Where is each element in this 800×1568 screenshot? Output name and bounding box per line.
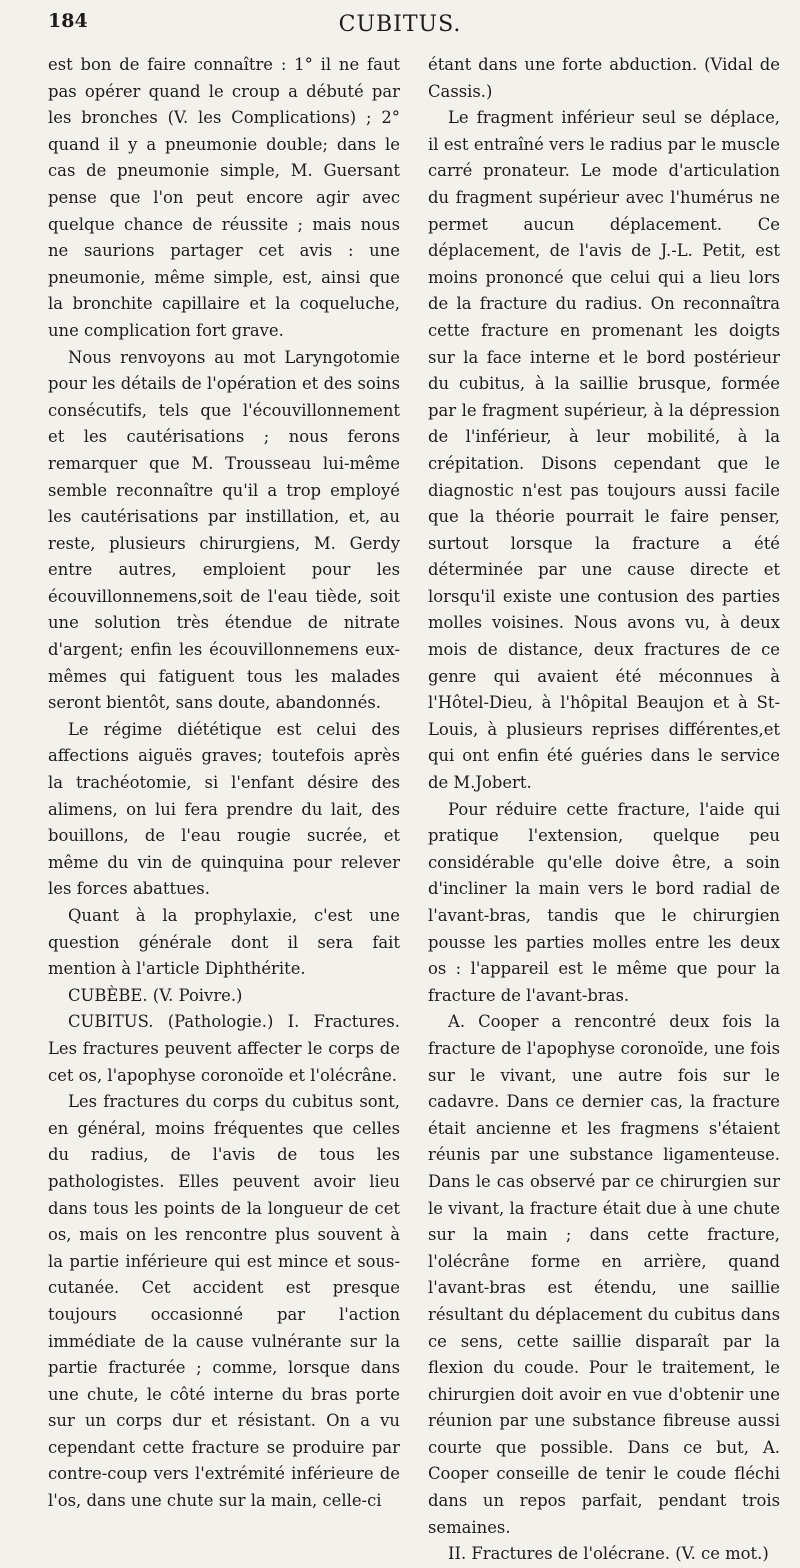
paragraph: Pour réduire cette fracture, l'aide qui pratique l'extension, quelque peu considérable qu'elle doive être, a soin d'incliner la main vers le bord radial de l'avant-bras, tandis que le chirurgien pousse les parties molles entre les deux os : l'appareil est le même que pour la fracture de l'avant-bras. — [428, 799, 780, 1005]
paragraph: est bon de faire connaître : 1° il ne faut pas opérer quand le croup a débuté par les bronches (V. les Complications) ; 2° quand il y a pneumonie double; dans le cas de pneumonie simple, M. Guersant pense que l'on peut encore agir avec quelque chance de réussite ; mais nous ne saurions partager cet avis : une pneumonie, même simple, est, ainsi que la bronchite capillaire et la coqueluche, une complication fort grave. — [48, 55, 400, 340]
section-heading: II. Fractures de l'olécrane. (V. ce mot.) — [448, 1544, 769, 1564]
paragraph: Nous renvoyons au mot Laryngotomie pour les détails de l'opération et des soins consécutifs, tels que l'écouvillonnement et les cautérisations ; nous ferons remarquer que M. Trousseau lui-même semble reconnaître qu'il a trop employé les cautérisations par instillation, et, au reste, plusieurs chirurgiens, M. Gerdy entre autres, emploient pour les écouvillonnemens,soit de l'eau tiède, soit une solution très étendue de nitrate d'argent; enfin les écouvillonnemens eux-mêmes qui fatiguent tous les malades seront bientôt, sans doute, abandonnés. — [48, 347, 400, 713]
page-number: 184 — [48, 10, 88, 32]
paragraph: Le régime diététique est celui des affections aiguës graves; toutefois après la trachéotomie, si l'enfant désire des alimens, on lui fera prendre du lait, des bouillons, de l'eau rougie sucrée, et même du vin de quinquina pour relever les forces abattues. — [48, 719, 400, 899]
paragraph: Les fractures du corps du cubitus sont, en général, moins fréquentes que celles du radius, de l'avis de tous les pathologistes. Elles peuvent avoir lieu dans tous les points de la longueur de cet os, mais on les rencontre plus souvent à la partie inférieure qui est mince et sous-cutanée. Cet accident est presque toujours occasionné par l'action immédiate de la cause vulnérante sur la partie fracturée ; comme, lorsque dans une chute, le côté interne du bras porte sur un corps dur et résistant. On a vu cependant cette fracture se produire par contre-coup vers l'extrémité inférieure de l'os, dans une chute sur la main, celle-ci — [48, 1092, 400, 1511]
entry-cubitus: CUBITUS. (Pathologie.) I. Fractures. Les fractures peuvent affecter le corps de cet os, l'apophyse coronoïde et l'olécrâne. — [48, 1012, 400, 1085]
right-column — [428, 52, 780, 1568]
paragraph: Le fragment inférieur seul se déplace, il est entraîné vers le radius par le muscle carré pronateur. Le mode d'articulation du fragment supérieur avec l'humérus ne permet aucun déplacement. Ce déplacement, de l'avis de J.-L. Petit, est moins prononcé que celui qui a lieu lors de la fracture du radius. On reconnaîtra cette fracture en promenant les doigts sur la face interne et le bord postérieur du cubitus, à la saillie brusque, formée par le fragment supérieur, à la dépression de l'inférieur, à leur mobilité, à la crépitation. Disons cependant que le diagnostic n'est pas toujours aussi facile que la théorie pourrait le faire penser, surtout lorsque la fracture a été déterminée par une cause directe et lorsqu'il existe une contusion des parties molles voisines. Nous avons vu, à deux mois de distance, deux fractures de ce genre qui avaient été méconnues à l'Hôtel-Dieu, à l'hôpital Beaujon et à St-Louis, à plusieurs reprises différentes,et qui ont enfin été guéries dans le service de M.Jobert. — [428, 108, 780, 793]
paragraph: Quant à la prophylaxie, c'est une question générale dont il sera fait mention à l'article Diphthérite. — [48, 906, 400, 979]
paragraph: étant dans une forte abduction. (Vidal de Cassis.) — [428, 55, 780, 101]
running-head: CUBITUS. — [338, 12, 462, 37]
paragraph: A. Cooper a rencontré deux fois la fracture de l'apophyse coronoïde, une fois sur le vivant, une autre fois sur le cadavre. Dans ce dernier cas, la fracture était ancienne et les fragmens s'étaient réunis par une substance ligamenteuse. Dans le cas observé par ce chirurgien sur le vivant, la fracture était due à une chute sur la main ; dans cette fracture, l'olécrâne forme en arrière, quand l'avant-bras est étendu, une saillie résultant du déplacement du cubitus dans ce sens, cette saillie disparaît par la flexion du coude. Pour le traitement, le chirurgien doit avoir en vue d'obtenir une réunion par une substance fibreuse aussi courte que possible. Dans ce but, A. Cooper conseille de tenir le coude fléchi dans un repos parfait, pendant trois semaines. — [428, 1012, 780, 1537]
page-header — [48, 10, 752, 50]
left-column — [48, 52, 400, 1515]
entry-cubebe: CUBÈBE. (V. Poivre.) — [68, 985, 243, 1005]
